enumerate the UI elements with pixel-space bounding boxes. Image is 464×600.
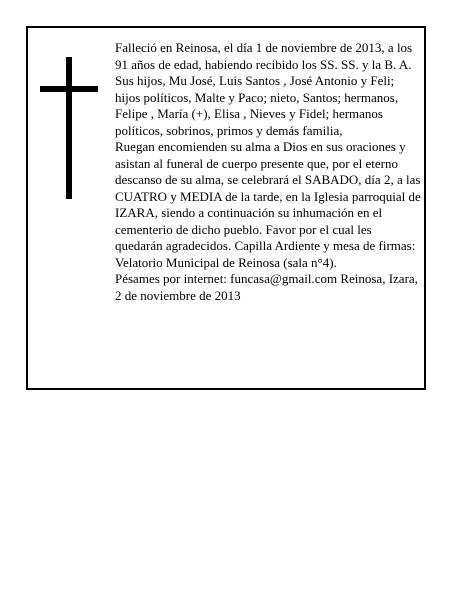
death-announcement: Falleció en Reinosa, el día 1 de noviembre de 2013, a los 91 años de edad, habiendo recibido los SS. SS. y la B. A.: [115, 40, 413, 72]
cross-vertical-bar: [66, 57, 72, 199]
cross-horizontal-bar: [40, 86, 98, 92]
condolences-info: Pésames por internet: funcasa@gmail.com Reinosa, Izara, 2 de noviembre de 2013: [115, 271, 418, 303]
family-list: Sus hijos, Mu José, Luis Santos , José Antonio y Feli; hijos políticos, Malte y Paco; nieto, Santos; hermanos, Felipe , María (+), Elisa , Nieves y Fidel; hermanos políticos, sobrinos, primos y demás familia,: [115, 73, 399, 138]
funeral-details: Ruegan encomienden su alma a Dios en sus oraciones y asistan al funeral de cuerpo presente que, por el eterno descanso de su alma, se celebrará el SABADO, día 2, a las CUATRO y MEDIA de la tarde, en la Iglesia parroquial de IZARA, siendo a continuación su inhumación en el cementerio de dicho pueblo. Favor por el cual les quedarán agradecidos. Capilla Ardiente y mesa de firmas: Velatorio Municipal de Reinosa (sala n°4).: [115, 139, 421, 270]
obituary-notice: [26, 26, 426, 390]
notice-text: [115, 40, 421, 304]
cross-icon: [40, 57, 98, 199]
